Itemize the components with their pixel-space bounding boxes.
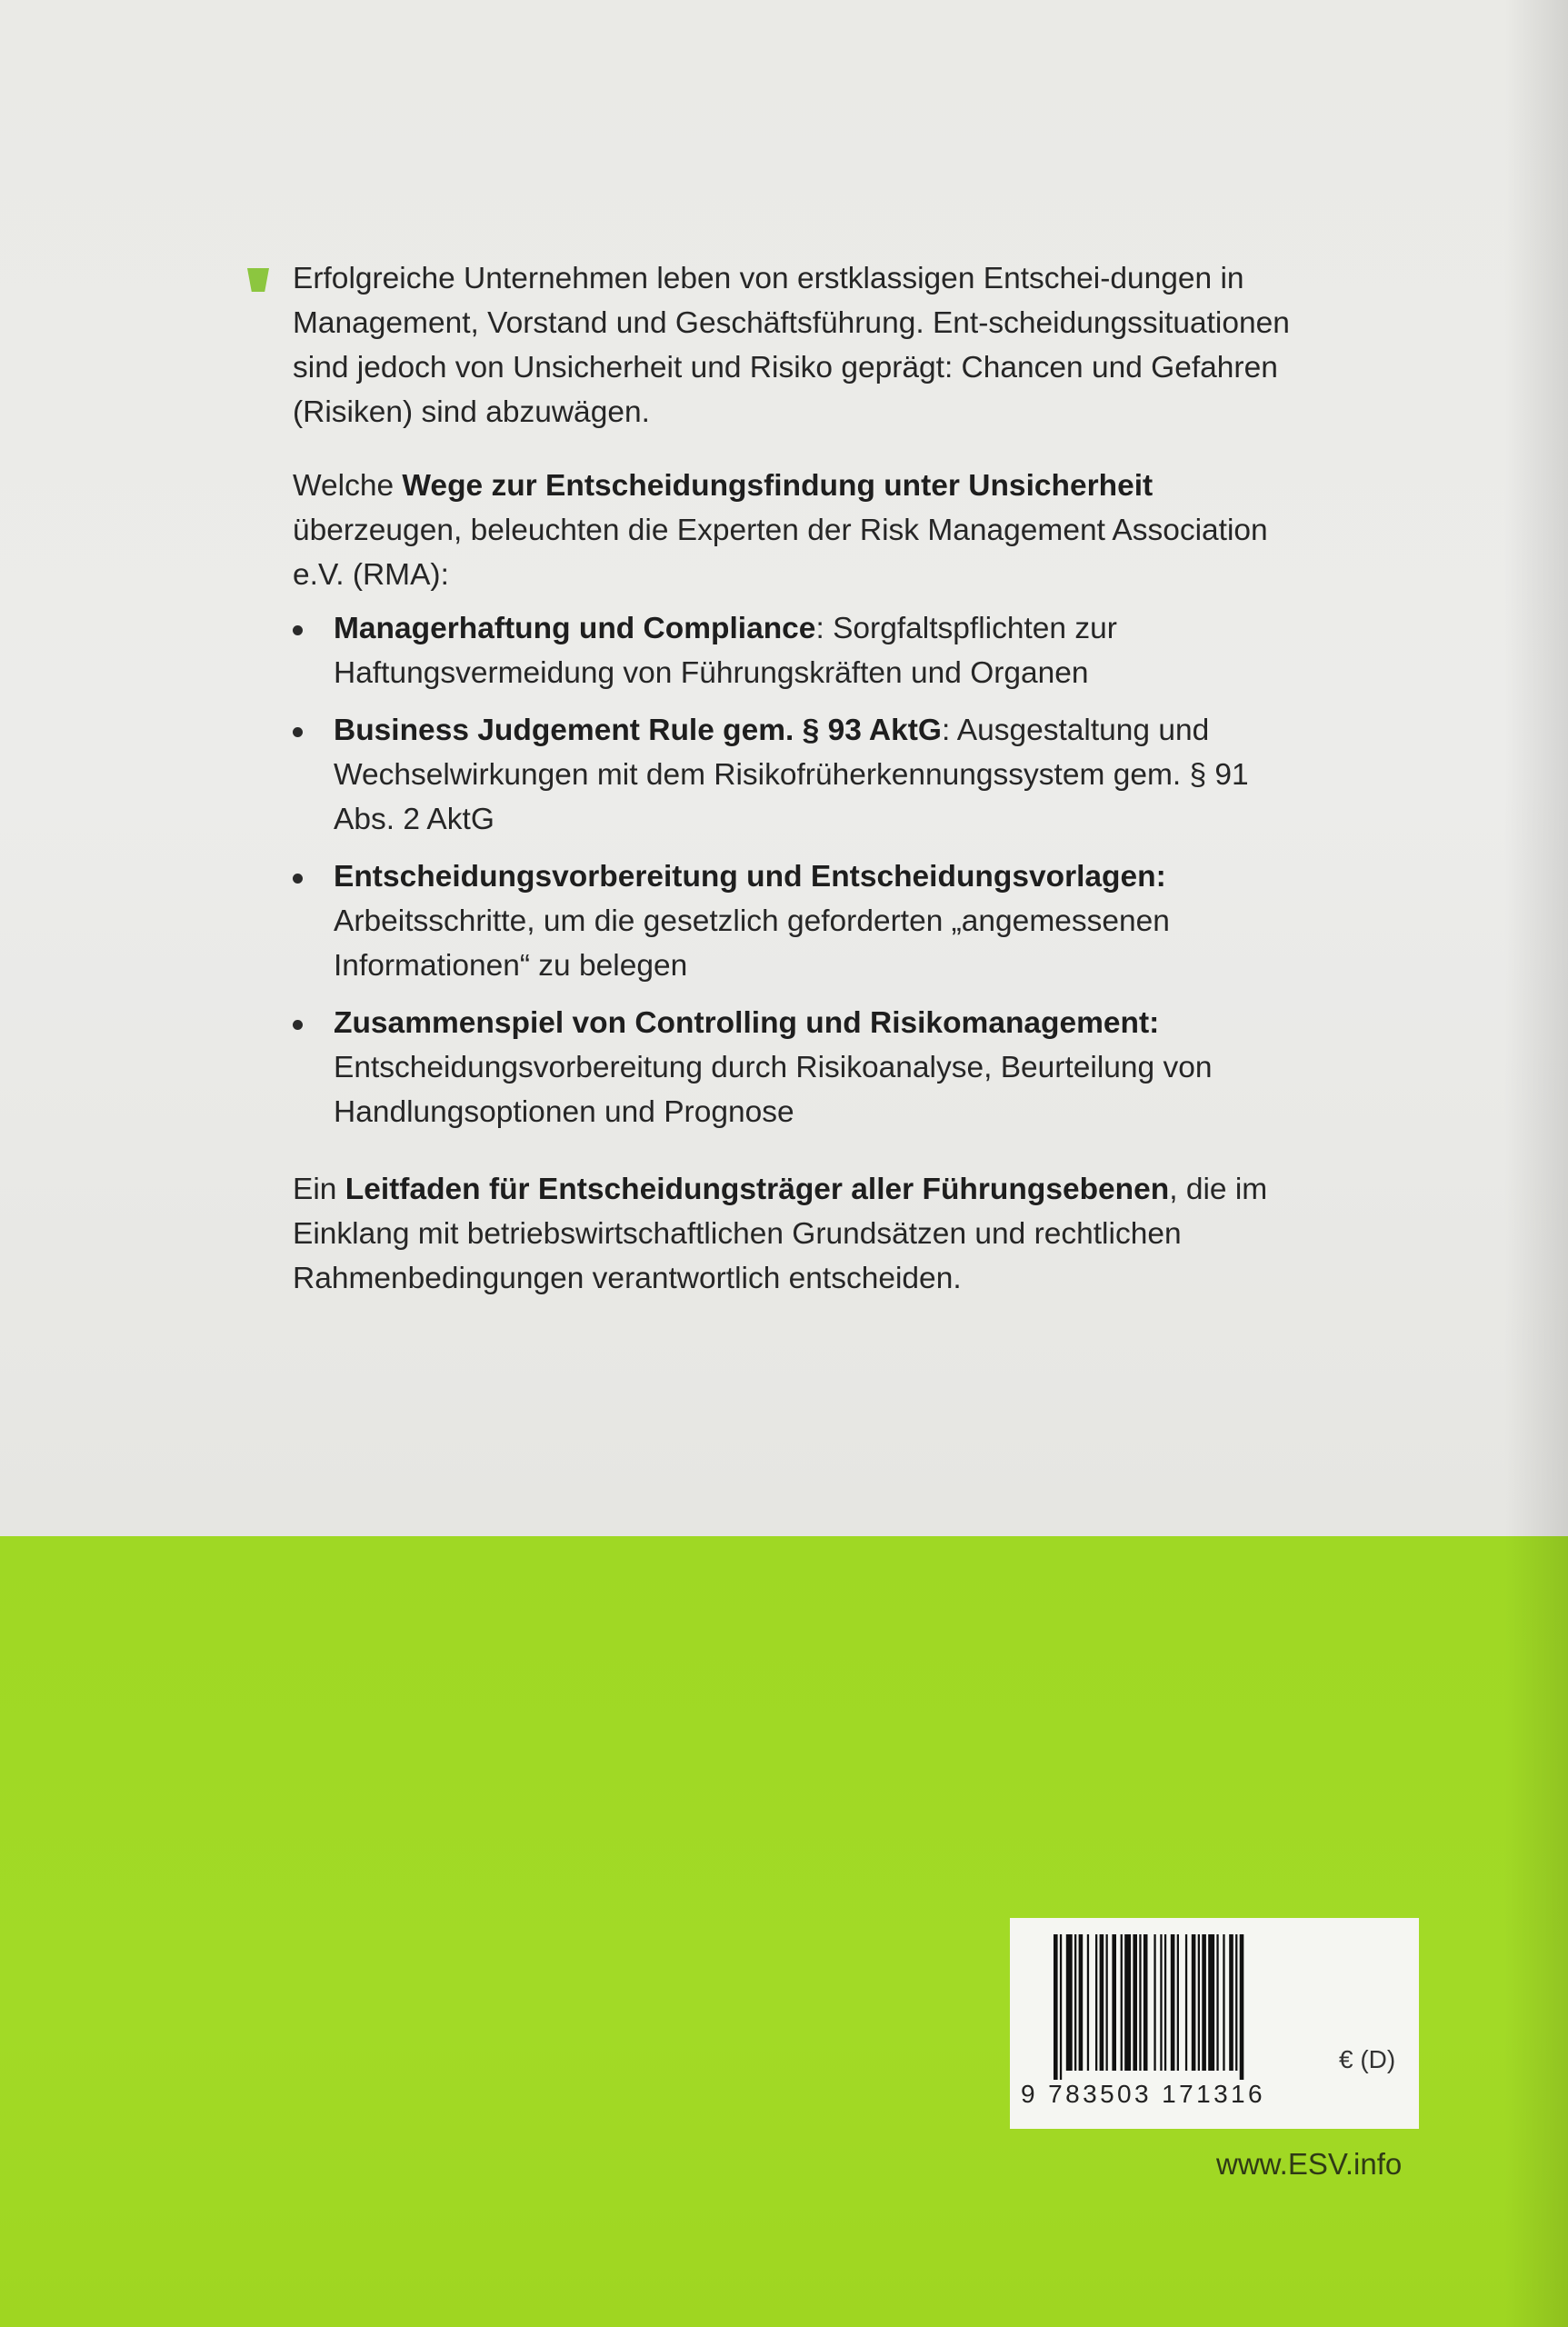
list-item <box>293 854 1293 988</box>
barcode-icon <box>1054 1934 1326 2080</box>
topics-list <box>293 606 1293 1134</box>
list-item <box>293 1001 1293 1134</box>
list-item-bold: Managerhaftung und Compliance <box>334 612 816 645</box>
closing-bold: Leitfaden für Entscheidungsträger aller Führungsebenen <box>345 1173 1170 1206</box>
list-item-text: : Ausgestaltung und Wechselwirkungen mit dem Risikofrüherkennungssystem gem. § 91 Abs. 2 AktG <box>334 714 1249 836</box>
back-cover-text <box>293 256 1293 1330</box>
list-item-text: Arbeitsschritte, um die gesetzlich geforderten „angemessenen Informationen“ zu belegen <box>334 904 1170 983</box>
list-item-text: : Sorgfaltspflichten zur Haftungsvermeidung von Führungskräften und Organen <box>334 612 1117 690</box>
list-item <box>293 606 1293 695</box>
topics-intro-post: überzeugen, beleuchten die Experten der Risk Management Association e.V. (RMA): <box>293 514 1268 592</box>
list-item-bold: Zusammenspiel von Controlling und Risikomanagement: <box>334 1006 1160 1040</box>
closing-paragraph <box>293 1167 1293 1301</box>
list-item-bold: Entscheidungsvorbereitung und Entscheidungsvorlagen: <box>334 860 1166 894</box>
topics-intro-pre: Welche <box>293 469 403 503</box>
closing-pre: Ein <box>293 1173 345 1206</box>
accent-marker-icon <box>247 268 269 292</box>
intro-paragraph <box>247 256 1293 434</box>
isbn-number: 9 783503 171316 <box>1021 2080 1265 2108</box>
topics-intro-bold: Wege zur Entscheidungsfindung unter Unsicherheit <box>402 469 1154 503</box>
list-item-bold: Business Judgement Rule gem. § 93 AktG <box>334 714 942 747</box>
publisher-website: www.ESV.info <box>1216 2147 1403 2181</box>
barcode-label <box>1010 1918 1419 2129</box>
intro-text: Erfolgreiche Unternehmen leben von erstklassigen Entschei-dungen in Management, Vorstand und Geschäftsführung. Ent-scheidungssituationen sind jedoch von Unsicherheit und Risiko geprägt: Chancen und Gefahren (Risiken) sind abzuwägen. <box>293 262 1290 429</box>
list-item-text: Entscheidungsvorbereitung durch Risikoanalyse, Beurteilung von Handlungsoptionen und Prognose <box>334 1051 1213 1129</box>
closing-post: , die im Einklang mit betriebswirtschaftlichen Grundsätzen und rechtlichen Rahmenbedingungen verantwortlich entscheiden. <box>293 1173 1268 1295</box>
price-label: € (D) <box>1339 2045 1396 2073</box>
topics-intro-paragraph <box>293 464 1293 597</box>
list-item <box>293 708 1293 842</box>
